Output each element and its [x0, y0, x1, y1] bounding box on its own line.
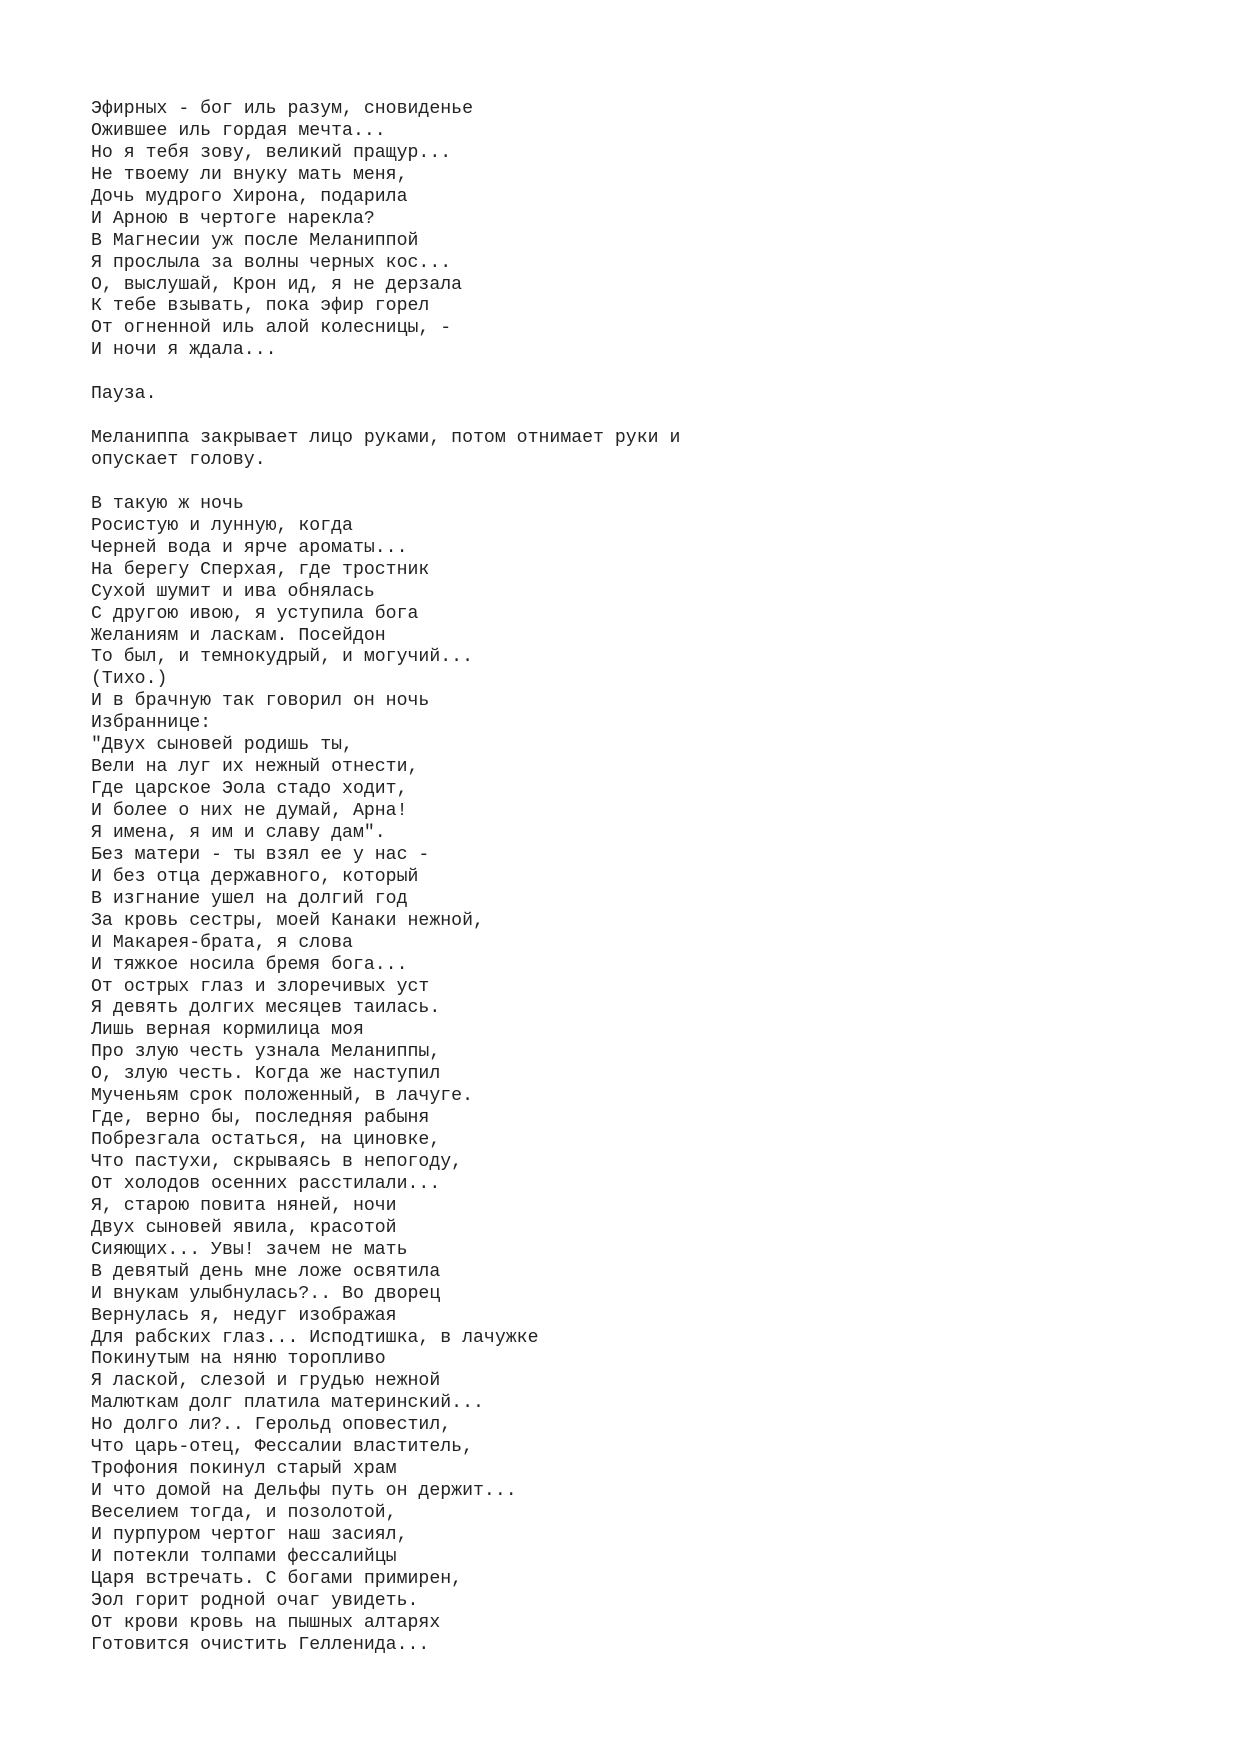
- text-line: Двух сыновей явила, красотой: [91, 1217, 397, 1238]
- text-line: И без отца державного, который: [91, 866, 419, 887]
- text-line: Готовится очистить Гелленида...: [91, 1634, 430, 1655]
- text-line: В изгнание ушел на долгий год: [91, 888, 408, 909]
- text-line: От огненной иль алой колесницы, -: [91, 318, 452, 339]
- blank-line: [91, 406, 680, 428]
- text-line: И ночи я ждала...: [91, 340, 277, 361]
- text-line: От холодов осенних расстилали...: [91, 1173, 441, 1194]
- text-line: Я прослыла за волны черных кос...: [91, 252, 452, 273]
- text-line: Веселием тогда, и позолотой,: [91, 1503, 397, 1523]
- text-line: Ожившее иль гордая мечта...: [91, 120, 386, 141]
- blank-line: [91, 362, 680, 384]
- text-line: Покинутым на няню торопливо: [91, 1349, 386, 1370]
- text-line: И тяжкое носила бремя бога...: [91, 954, 408, 975]
- text-line: Не твоему ли внуку мать меня,: [91, 164, 408, 185]
- text-line: В Магнесии уж после Меланиппой: [91, 230, 419, 251]
- text-line: Где, верно бы, последняя рабыня: [91, 1108, 430, 1129]
- text-line: Вели на луг их нежный отнести,: [91, 757, 419, 778]
- text-line: Про злую честь узнала Меланиппы,: [91, 1042, 441, 1063]
- text-line: Что царь-отец, Фессалии властитель,: [91, 1437, 473, 1458]
- text-line: Черней вода и ярче ароматы...: [91, 537, 408, 558]
- text-line: Для рабских глаз... Исподтишка, в лачужке: [91, 1327, 539, 1348]
- text-line: Росистую и лунную, когда: [91, 515, 353, 536]
- text-line: Желаниям и ласкам. Посейдон: [91, 625, 386, 646]
- text-line: Но долго ли?.. Герольд оповестил,: [91, 1415, 452, 1436]
- text-line: Что пастухи, скрываясь в непогоду,: [91, 1152, 463, 1172]
- text-line: Меланиппа закрывает лицо руками, потом отнимает руки и: [91, 428, 681, 449]
- text-line: От острых глаз и злоречивых уст: [91, 976, 430, 997]
- play-text: [91, 99, 680, 1657]
- text-line: И в брачную так говорил он ночь: [91, 691, 430, 712]
- text-line: Я имена, я им и славу дам".: [91, 822, 386, 843]
- text-line: Малюткам долг платила материнский...: [91, 1393, 484, 1414]
- text-line: То был, и темнокудрый, и могучий...: [91, 647, 473, 668]
- text-line: (Тихо.): [91, 669, 168, 690]
- text-line: опускает голову.: [91, 450, 266, 470]
- text-line: Побрезгала остаться, на циновке,: [91, 1130, 441, 1151]
- text-line: И что домой на Дельфы путь он держит...: [91, 1481, 517, 1502]
- text-line: Мученьям срок положенный, в лачуге.: [91, 1086, 473, 1107]
- text-line: От крови кровь на пышных алтарях: [91, 1612, 441, 1633]
- text-line: Сухой шумит и ива обнялась: [91, 581, 375, 602]
- text-line: "Двух сыновей родишь ты,: [91, 735, 353, 756]
- text-line: Где царское Эола стадо ходит,: [91, 779, 408, 800]
- text-line: И потекли толпами фессалийцы: [91, 1546, 397, 1567]
- text-line: Вернулась я, недуг изображая: [91, 1305, 397, 1326]
- text-line: Но я тебя зову, великий пращур...: [91, 142, 452, 163]
- text-line: К тебе взывать, пока эфир горел: [91, 296, 430, 317]
- text-line: В девятый день мне ложе освятила: [91, 1261, 441, 1282]
- text-line: Лишь верная кормилица моя: [91, 1020, 364, 1041]
- text-line: Царя встречать. С богами примирен,: [91, 1568, 463, 1589]
- text-line: О, злую честь. Когда же наступил: [91, 1064, 441, 1085]
- text-line: И более о них не думай, Арна!: [91, 801, 408, 821]
- text-line: Пауза.: [91, 384, 157, 405]
- text-line: И пурпуром чертог наш засиял,: [91, 1524, 408, 1545]
- text-line: Без матери - ты взял ее у нас -: [91, 844, 430, 865]
- text-line: В такую ж ночь: [91, 493, 244, 514]
- text-line: Трофония покинул старый храм: [91, 1459, 397, 1480]
- text-line: И Арною в чертоге нарекла?: [91, 208, 375, 229]
- text-line: На берегу Сперхая, где тростник: [91, 559, 430, 580]
- text-line: Эфирных - бог иль разум, сновиденье: [91, 99, 473, 119]
- text-line: Эол горит родной очаг увидеть.: [91, 1590, 419, 1611]
- text-line: Я девять долгих месяцев таилась.: [91, 998, 441, 1019]
- text-line: Я, старою повита няней, ночи: [91, 1195, 397, 1216]
- blank-line: [91, 472, 680, 494]
- text-line: С другою ивою, я уступила бога: [91, 603, 419, 624]
- text-line: За кровь сестры, моей Канаки нежной,: [91, 910, 484, 931]
- text-line: Дочь мудрого Хирона, подарила: [91, 186, 408, 207]
- text-line: И внукам улыбнулась?.. Во дворец: [91, 1283, 441, 1304]
- text-line: О, выслушай, Крон ид, я не дерзала: [91, 274, 463, 295]
- text-line: Сияющих... Увы! зачем не мать: [91, 1239, 408, 1260]
- text-line: Я лаской, слезой и грудью нежной: [91, 1371, 441, 1392]
- text-line: И Макарея-брата, я слова: [91, 932, 353, 953]
- text-line: Избраннице:: [91, 713, 212, 734]
